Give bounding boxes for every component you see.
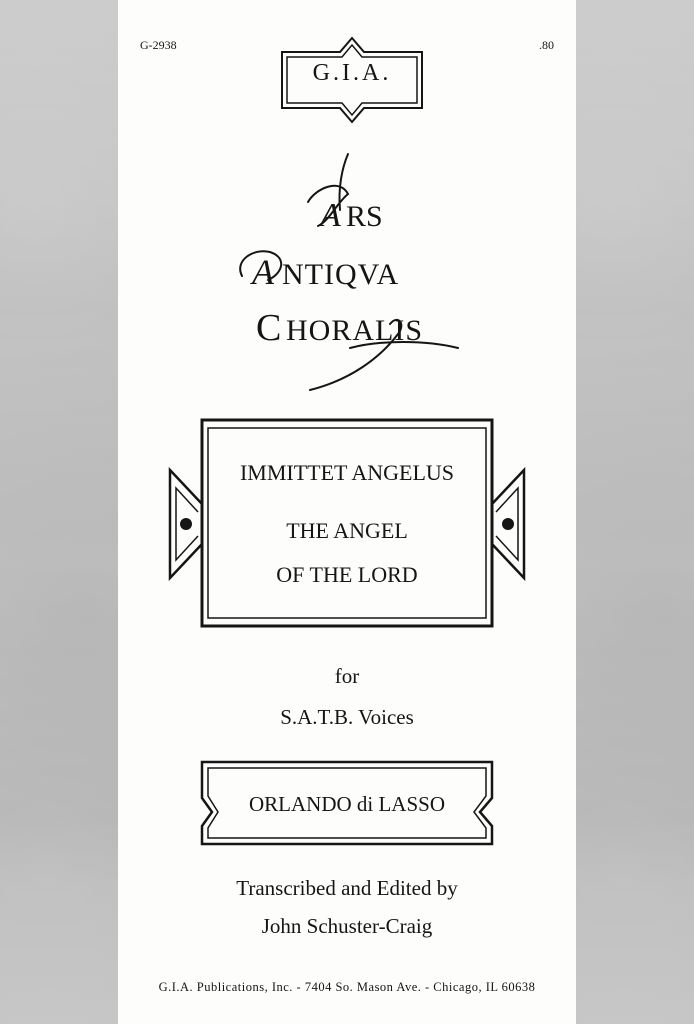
for-label: for <box>334 664 360 688</box>
svg-text:A: A <box>320 197 341 234</box>
svg-text:C: C <box>256 307 282 349</box>
credit-line-1: Transcribed and Edited by <box>236 876 458 900</box>
svg-text:RS: RS <box>346 200 383 233</box>
series-title-artwork <box>230 148 466 400</box>
voicing-label: S.A.T.B. Voices <box>280 705 414 729</box>
credit-line-2: John Schuster-Craig <box>261 914 433 938</box>
latin-title: IMMITTET ANGELUS <box>239 460 455 485</box>
english-title-line-2: OF THE LORD <box>276 562 418 587</box>
left-grey-band <box>0 0 118 1024</box>
right-grey-band <box>576 0 694 1024</box>
price-label: .80 <box>539 38 554 52</box>
publisher-logo: G.I.A. <box>312 60 392 86</box>
publisher-address: G.I.A. Publications, Inc. - 7404 So. Mason Ave. - Chicago, IL 60638 <box>158 980 536 994</box>
svg-text:NTIQVA: NTIQVA <box>282 258 400 291</box>
english-title-line-1: THE ANGEL <box>286 518 408 543</box>
svg-text:HORALIS: HORALIS <box>286 314 424 347</box>
composer-name: ORLANDO di LASSO <box>248 792 445 816</box>
catalog-number: G-2938 <box>140 38 177 52</box>
svg-text:A: A <box>252 252 274 292</box>
